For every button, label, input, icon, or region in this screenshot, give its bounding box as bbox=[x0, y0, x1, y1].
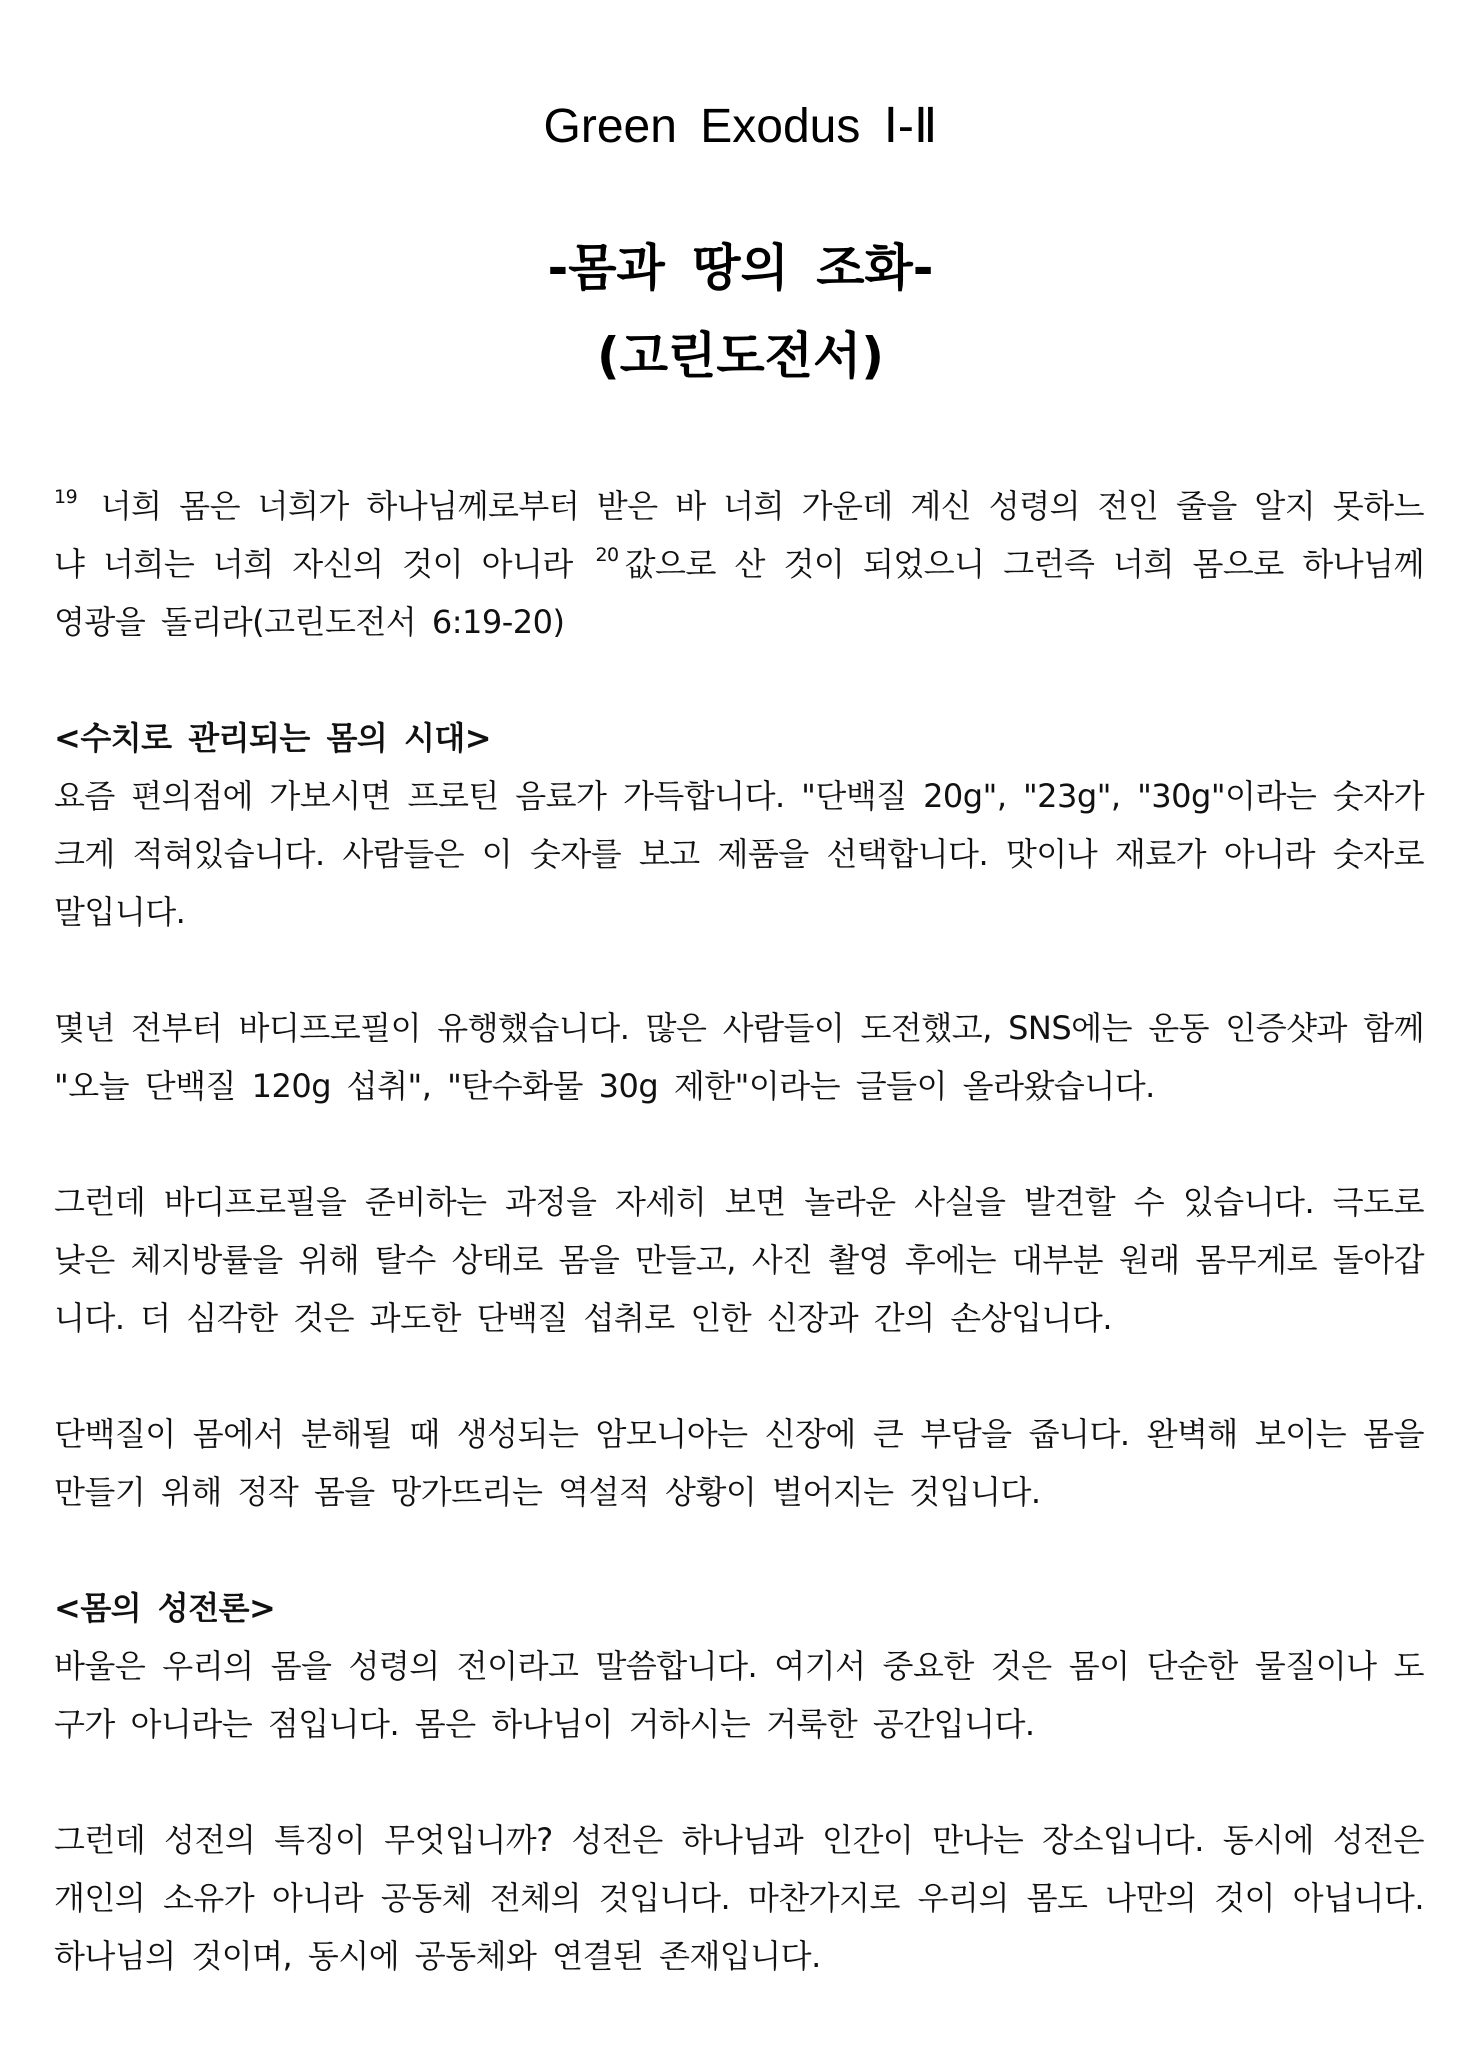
paragraph: 요즘 편의점에 가보시면 프로틴 음료가 가득합니다. "단백질 20g", "23g", "30g"이라는 숫자가 크게 적혀있습니다. 사람들은 이 숫자를 보고 제품을 선택합니다. 맛이나 재료가 아니라 숫자로 말입니다. bbox=[54, 777, 1424, 931]
paragraph: 그런데 성전의 특징이 무엇입니까? 성전은 하나님과 인간이 만나는 장소입니다. 동시에 성전은 개인의 소유가 아니라 공동체 전체의 것입니다. 마찬가지로 우리의 몸도 나만의 것이 아닙니다. 하나님의 것이며, 동시에 공동체와 연결된 존재입니다. bbox=[54, 1821, 1424, 1975]
paragraph: 그런데 바디프로필을 준비하는 과정을 자세히 보면 놀라운 사실을 발견할 수 있습니다. 극도로 낮은 체지방률을 위해 탈수 상태로 몸을 만들고, 사진 촬영 후에는 대부분 원래 몸무게로 돌아갑니다. 더 심각한 것은 과도한 단백질 섭취로 인한 신장과 간의 손상입니다. bbox=[54, 1183, 1424, 1337]
section-heading: <수치로 관리되는 몸의 시대> bbox=[54, 719, 492, 757]
verse-number: 20 bbox=[595, 544, 619, 566]
paragraph: 바울은 우리의 몸을 성령의 전이라고 말씀합니다. 여기서 중요한 것은 몸이 단순한 물질이나 도구가 아니라는 점입니다. 몸은 하나님이 거하시는 거룩한 공간입니다. bbox=[54, 1647, 1424, 1743]
document-title: Green Exodus Ⅰ-Ⅱ bbox=[543, 100, 938, 153]
document-subtitle: -몸과 땅의 조화- bbox=[547, 239, 934, 297]
verse-text: 너희 몸은 너희가 하나님께로부터 받은 바 너희 가운데 계신 성령의 전인 줄을 알지 못하느냐 너희는 너희 자신의 것이 아니라 bbox=[54, 487, 1424, 583]
scripture-passage bbox=[54, 477, 1424, 651]
paragraph: 몇년 전부터 바디프로필이 유행했습니다. 많은 사람들이 도전했고, SNS에는 운동 인증샷과 함께 "오늘 단백질 120g 섭취", "탄수화물 30g 제한"이라는 글들이 올라왔습니다. bbox=[54, 1009, 1424, 1105]
section-heading: <몸의 성전론> bbox=[54, 1589, 276, 1627]
document-book-reference: (고린도전서) bbox=[596, 327, 885, 385]
document-body bbox=[54, 477, 1424, 2043]
verse-text: 값으로 산 것이 되었으니 그런즉 너희 몸으로 하나님께 영광을 돌리라(고린도전서 6:19-20) bbox=[54, 545, 1424, 641]
paragraph: 단백질이 몸에서 분해될 때 생성되는 암모니아는 신장에 큰 부담을 줍니다. 완벽해 보이는 몸을 만들기 위해 정작 몸을 망가뜨리는 역설적 상황이 벌어지는 것입니다. bbox=[54, 1415, 1424, 1511]
verse-number: 19 bbox=[54, 486, 78, 508]
